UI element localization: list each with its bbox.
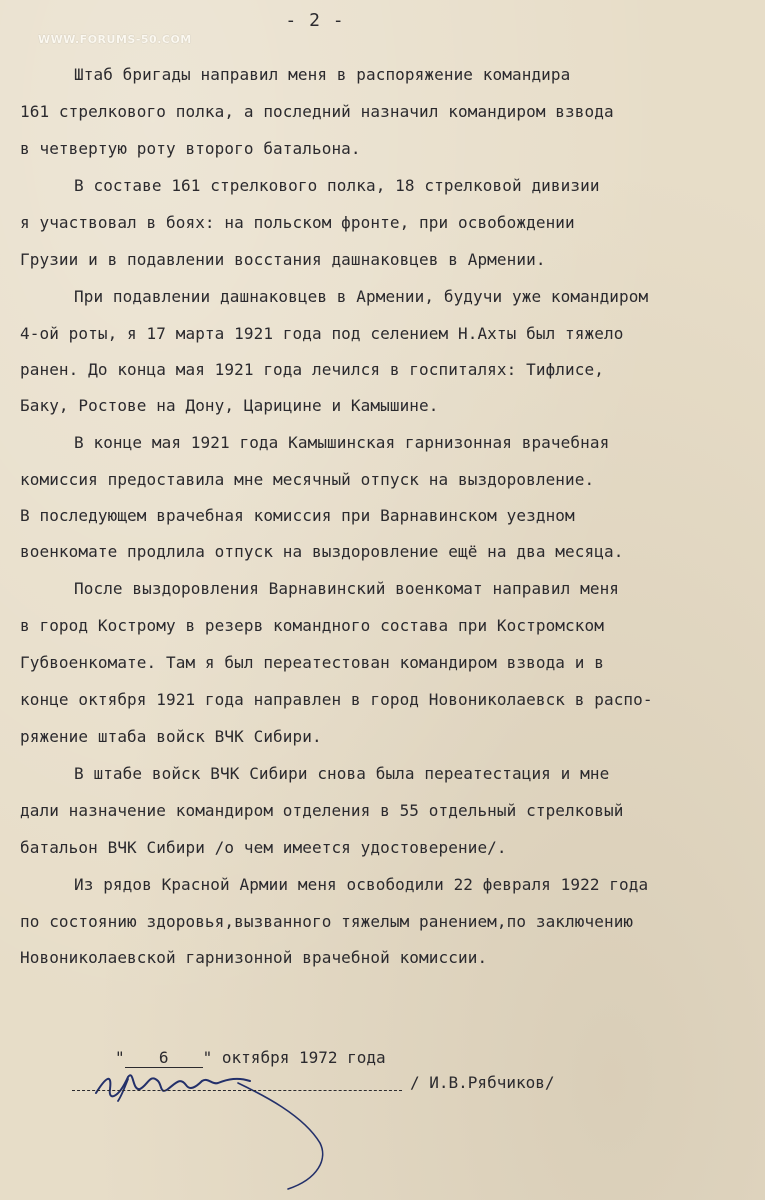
text-line: военкомате продлила отпуск на выздоровление ещё на два месяца. <box>20 542 624 561</box>
signer-name: / И.В.Рябчиков/ <box>410 1073 555 1092</box>
date-day: 6 <box>125 1048 203 1068</box>
text-line: После выздоровления Варнавинский военкомат направил меня <box>74 579 620 598</box>
text-line: В штабе войск ВЧК Сибири снова была переатестация и мне <box>74 764 610 783</box>
signature-line <box>72 1090 402 1091</box>
text-line: Баку, Ростове на Дону, Царицине и Камышине. <box>20 396 439 415</box>
handwritten-signature <box>88 1055 348 1195</box>
text-line: Из рядов Красной Армии меня освободили 22 февраля 1922 года <box>74 875 649 894</box>
text-line: Новониколаевской гарнизонной врачебной комиссии. <box>20 948 488 967</box>
text-line: 4-ой роты, я 17 марта 1921 года под селением Н.Ахты был тяжело <box>20 324 624 343</box>
text-line: по состоянию здоровья,вызванного тяжелым ранением,по заключению <box>20 912 634 931</box>
text-line: При подавлении дашнаковцев в Армении, будучи уже командиром <box>74 287 649 306</box>
text-line: батальон ВЧК Сибири /о чем имеется удостоверение/. <box>20 838 507 857</box>
text-line: В конце мая 1921 года Камышинская гарнизонная врачебная <box>74 433 610 452</box>
text-line: я участвовал в боях: на польском фронте, при освобождении <box>20 213 575 232</box>
text-line: В последующем врачебная комиссия при Варнавинском уездном <box>20 506 575 525</box>
document-date: " 6 " октября 1972 года <box>115 1048 386 1067</box>
text-line: конце октября 1921 года направлен в город Новониколаевск в распо- <box>20 690 653 709</box>
text-line: ряжение штаба войск ВЧК Сибири. <box>20 727 322 746</box>
text-line: Штаб бригады направил меня в распоряжение командира <box>74 65 571 84</box>
text-line: в город Кострому в резерв командного состава при Костромском <box>20 616 604 635</box>
text-line: комиссия предоставила мне месячный отпуск на выздоровление. <box>20 470 595 489</box>
text-line: дали назначение командиром отделения в 55 отдельный стрелковый <box>20 801 624 820</box>
date-rest: октября 1972 года <box>221 1048 386 1067</box>
text-line: в четвертую роту второго батальона. <box>20 139 361 158</box>
page-number: - 2 - <box>285 10 345 31</box>
text-line: В составе 161 стрелкового полка, 18 стрелковой дивизии <box>74 176 600 195</box>
watermark: WWW.FORUMS-50.COM <box>38 33 192 46</box>
text-line: Губвоенкомате. Там я был переатестован командиром взвода и в <box>20 653 604 672</box>
text-line: 161 стрелкового полка, а последний назначил командиром взвода <box>20 102 614 121</box>
text-line: Грузии и в подавлении восстания дашнаковцев в Армении. <box>20 250 546 269</box>
text-line: ранен. До конца мая 1921 года лечился в госпиталях: Тифлисе, <box>20 360 604 379</box>
